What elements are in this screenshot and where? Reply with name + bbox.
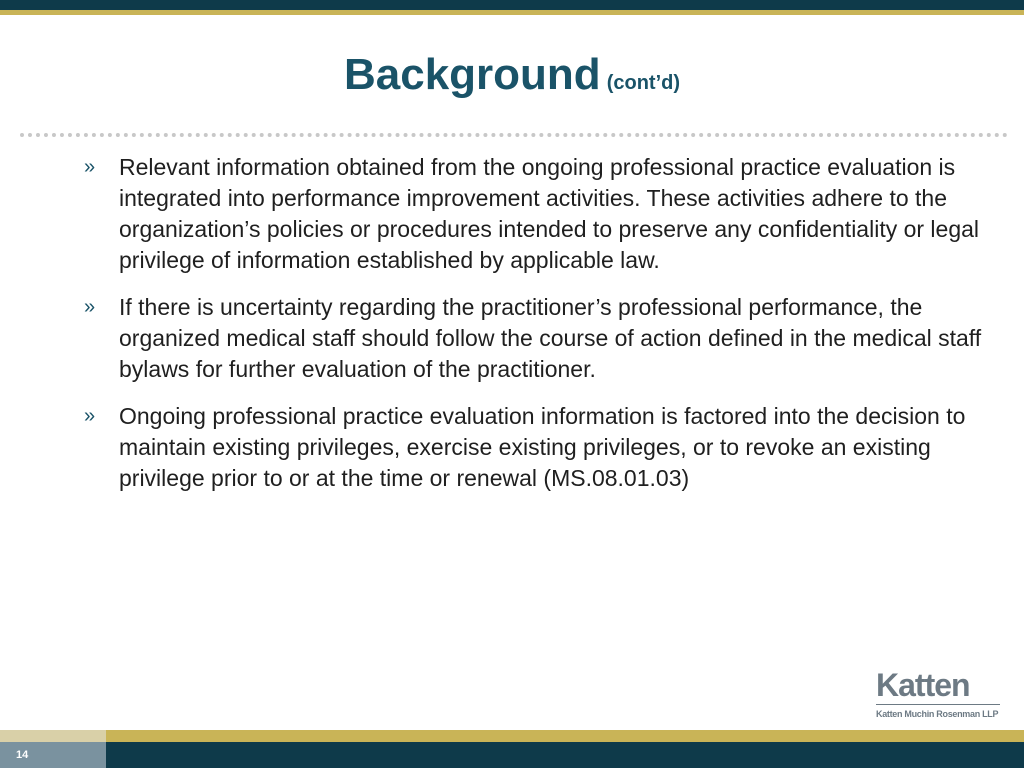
top-bar-dark [0, 0, 1024, 10]
bullet-text: Ongoing professional practice evaluation information is factored into the decision to maintain existing privileges, exercise existing privileges, or to revoke an existing privilege prior to or at the time or renewal (MS.08.01.03) [119, 403, 966, 491]
bullet-chevron-icon: » [84, 156, 96, 178]
logo-wordmark: Katten [876, 668, 1000, 705]
bottom-bar-gold [0, 730, 1024, 742]
bullet-item [84, 292, 984, 385]
bullet-text: Relevant information obtained from the ongoing professional practice evaluation is integrated into performance improvement activities. These activities adhere to the organization’s policies or procedures intended to preserve any confidentiality or legal privilege of information established by applicable law. [119, 154, 980, 273]
dotted-divider [20, 133, 1008, 137]
bullet-chevron-icon: » [84, 296, 96, 318]
slide-title [0, 50, 1024, 100]
bullet-text: If there is uncertainty regarding the practitioner’s professional performance, the organized medical staff should follow the course of action defined in the medical staff bylaws for further evaluation of the practitioner. [119, 294, 982, 382]
top-bar-gold [0, 10, 1024, 15]
title-suffix: (cont’d) [606, 72, 680, 94]
page-number: 14 [16, 749, 29, 761]
bullet-item [84, 401, 984, 494]
logo-subtitle: Katten Muchin Rosenman LLP [876, 709, 999, 719]
bullet-list [84, 152, 984, 510]
bullet-chevron-icon: » [84, 405, 96, 427]
title-main: Background [343, 50, 601, 99]
bullet-item [84, 152, 984, 276]
firm-logo [876, 668, 1004, 720]
bottom-bar-dark [0, 742, 1024, 768]
